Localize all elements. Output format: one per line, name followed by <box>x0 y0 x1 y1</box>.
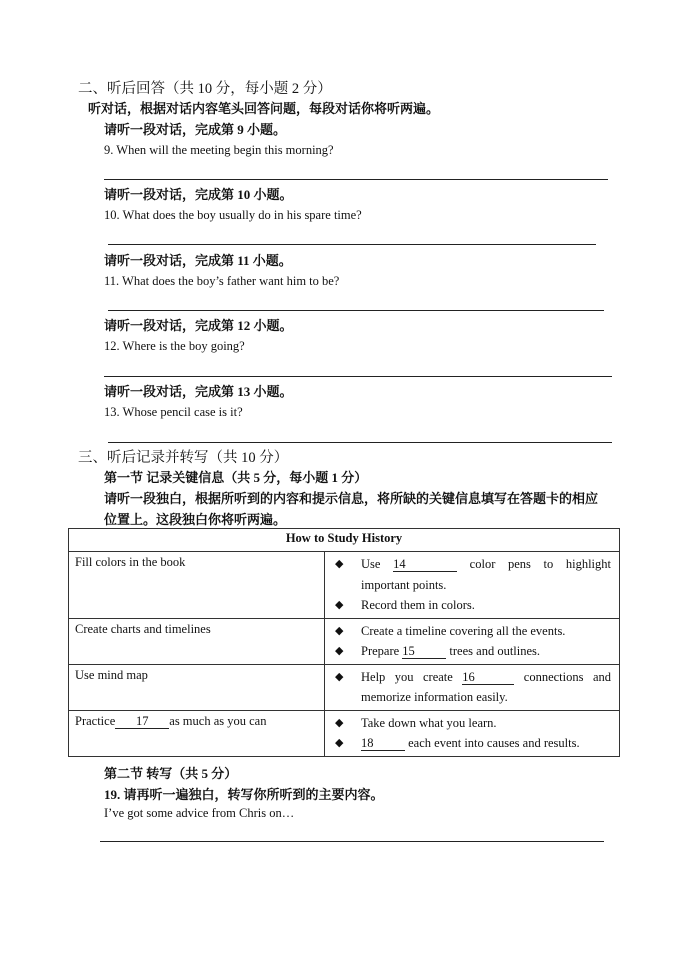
row-details <box>325 552 620 619</box>
diamond-bullet-icon: ◆ <box>335 645 344 657</box>
question-13: 13. Whose pencil case is it? <box>104 405 243 419</box>
bullet-text: Help you create <box>361 669 463 684</box>
row-details <box>325 618 620 664</box>
prompt-q10: 请听一段对话，完成第 10 小题。 <box>104 187 293 202</box>
list-item <box>335 621 611 642</box>
answer-line-19[interactable] <box>100 841 604 842</box>
blank-18[interactable]: 18 <box>361 736 405 751</box>
row-label-text: as much as you can <box>169 713 267 728</box>
section-2-title: 二、听后回答（共 10 分，每小题 2 分） <box>78 81 332 97</box>
list-item <box>335 641 611 662</box>
transcription-start-text: I’ve got some advice from Chris on… <box>104 806 295 820</box>
answer-line-13[interactable] <box>108 442 612 443</box>
row-label: Create charts and timelines <box>69 618 325 664</box>
bullet-text: color pens to highlight important points. <box>361 557 611 592</box>
row-label-text: Practice <box>75 713 116 728</box>
bullet-text: connections and memorize information easily. <box>361 669 611 704</box>
answer-line-11[interactable] <box>108 310 604 311</box>
blank-15[interactable]: 15 <box>402 644 446 659</box>
part-1-instruction-line-2: 位置上。这段独白你将听两遍。 <box>104 512 287 527</box>
bullet-text: Record them in colors. <box>361 598 475 612</box>
section-3-title: 三、听后记录并转写（共 10 分） <box>78 450 289 466</box>
part-2-title: 第二节 转写（共 5 分） <box>104 766 238 781</box>
bullet-text: trees and outlines. <box>446 644 541 658</box>
list-item <box>335 667 611 708</box>
table-row <box>69 710 620 756</box>
table-row <box>69 618 620 664</box>
diamond-bullet-icon: ◆ <box>335 599 344 611</box>
row-label: Fill colors in the book <box>69 552 325 619</box>
table-row <box>69 664 620 710</box>
part-2-instruction: 19. 请再听一遍独白，转写你所听到的主要内容。 <box>104 787 384 802</box>
bullet-text: Create a timeline covering all the events. <box>361 623 566 638</box>
diamond-bullet-icon: ◆ <box>335 558 344 570</box>
prompt-q13: 请听一段对话，完成第 13 小题。 <box>104 384 293 399</box>
table-title: How to Study History <box>69 529 620 552</box>
bullet-text: Use <box>361 557 394 571</box>
blank-14[interactable]: 14 <box>393 557 457 572</box>
prompt-q12: 请听一段对话，完成第 12 小题。 <box>104 318 293 333</box>
part-1-title: 第一节 记录关键信息（共 5 分，每小题 1 分） <box>104 470 368 485</box>
question-12: 12. Where is the boy going? <box>104 339 245 353</box>
prompt-q11: 请听一段对话，完成第 11 小题。 <box>104 253 292 268</box>
section-2-instruction: 听对话，根据对话内容笔头回答问题，每段对话你将听两遍。 <box>88 101 440 116</box>
prompt-q9: 请听一段对话，完成第 9 小题。 <box>104 122 287 137</box>
row-details <box>325 710 620 756</box>
diamond-bullet-icon: ◆ <box>335 716 344 729</box>
table-row <box>69 552 620 619</box>
answer-line-12[interactable] <box>104 376 612 377</box>
study-history-table <box>68 528 620 757</box>
question-9: 9. When will the meeting begin this morning? <box>104 143 334 157</box>
bullet-text: each event into causes and results. <box>405 736 580 750</box>
row-details <box>325 664 620 710</box>
list-item <box>335 595 611 616</box>
bullet-text: Take down what you learn. <box>361 715 497 730</box>
part-1-instruction-line-1: 请听一段独白，根据所听到的内容和提示信息，将所缺的关键信息填写在答题卡的相应 <box>104 491 599 506</box>
list-item <box>335 733 611 754</box>
question-11: 11. What does the boy’s father want him to be? <box>104 274 340 288</box>
answer-line-10[interactable] <box>108 244 596 245</box>
diamond-bullet-icon: ◆ <box>335 624 344 637</box>
answer-line-9[interactable] <box>104 179 608 180</box>
list-item <box>335 554 611 595</box>
row-label <box>69 710 325 756</box>
blank-16[interactable]: 16 <box>462 670 514 685</box>
diamond-bullet-icon: ◆ <box>335 670 344 683</box>
diamond-bullet-icon: ◆ <box>335 737 344 749</box>
blank-17[interactable]: 17 <box>115 714 169 729</box>
question-10: 10. What does the boy usually do in his spare time? <box>104 208 362 222</box>
list-item <box>335 713 611 734</box>
row-label: Use mind map <box>69 664 325 710</box>
bullet-text: Prepare <box>361 644 403 658</box>
